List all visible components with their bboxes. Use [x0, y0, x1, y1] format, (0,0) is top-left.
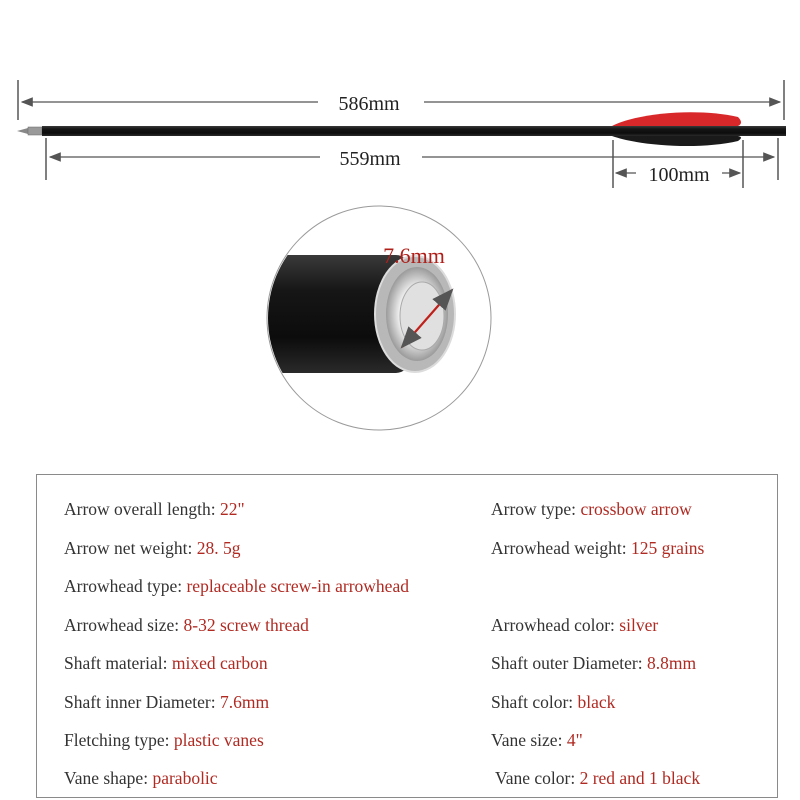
spec-arrow-overall-length: Arrow overall length: 22"	[64, 499, 245, 519]
vane-length-label: 100mm	[648, 164, 710, 186]
spec-fletching-type: Fletching type: plastic vanes	[64, 730, 264, 750]
overall-length-label: 586mm	[338, 93, 400, 115]
arrow-illustration	[17, 112, 786, 146]
spec-shaft-inner-diameter: Shaft inner Diameter: 7.6mm	[64, 692, 270, 712]
shaft-length-label: 559mm	[339, 148, 401, 170]
shaft-cross-section-photo	[250, 206, 491, 430]
spec-arrow-net-weight: Arrow net weight: 28. 5g	[64, 538, 241, 558]
spec-arrowhead-type: Arrowhead type: replaceable screw-in arrowhead	[64, 576, 409, 596]
spec-arrowhead-size: Arrowhead size: 8-32 screw thread	[64, 615, 309, 635]
spec-shaft-material: Shaft material: mixed carbon	[64, 653, 268, 673]
spec-arrowhead-weight: Arrowhead weight: 125 grains	[491, 538, 705, 558]
spec-shaft-color: Shaft color: black	[491, 692, 616, 712]
inner-diameter-label: 7.6mm	[383, 243, 445, 268]
spec-vane-size: Vane size: 4"	[491, 730, 583, 750]
spec-arrowhead-color: Arrowhead color: silver	[491, 615, 659, 635]
spec-arrow-type: Arrow type: crossbow arrow	[491, 499, 692, 519]
spec-vane-color: Vane color: 2 red and 1 black	[495, 768, 701, 788]
spec-vane-shape: Vane shape: parabolic	[64, 768, 218, 788]
spec-shaft-outer-diameter: Shaft outer Diameter: 8.8mm	[491, 653, 697, 673]
vane-length-dimension	[613, 140, 743, 188]
